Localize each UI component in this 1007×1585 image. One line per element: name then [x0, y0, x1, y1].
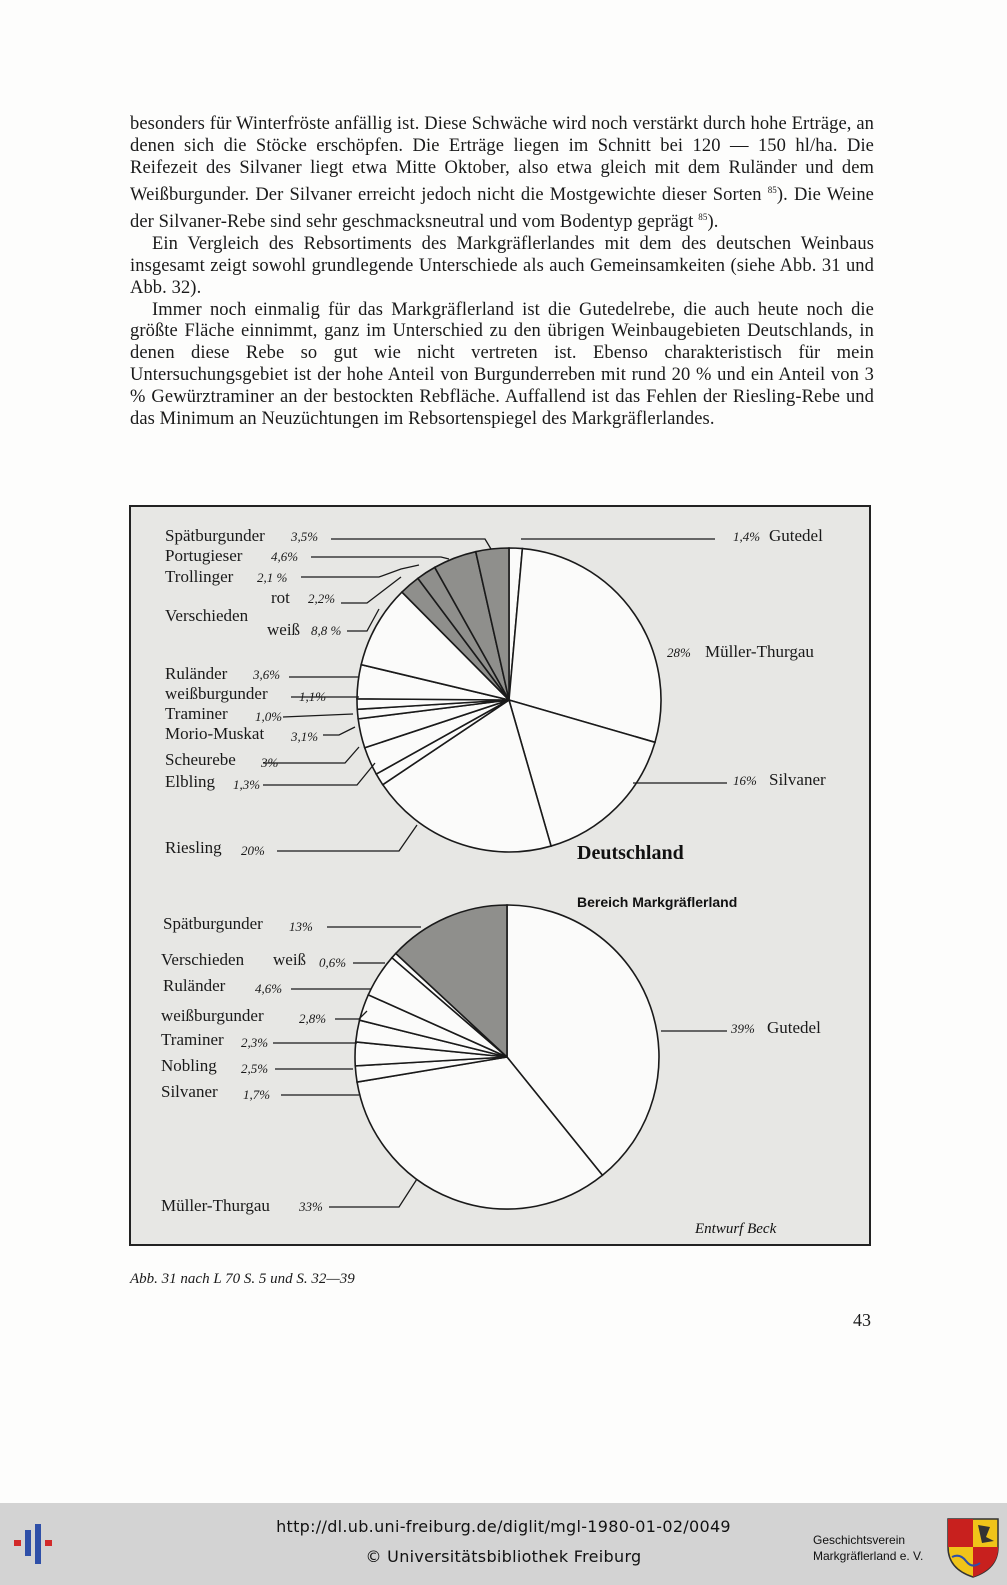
pct-rot: 2,2%: [308, 591, 336, 606]
society-line-1: Geschichtsverein: [813, 1533, 906, 1547]
label-weissburgunder-mgl: weißburgunder: [161, 1006, 264, 1025]
footer-bar: [0, 1503, 1007, 1585]
page-number: 43: [853, 1310, 871, 1330]
leader-line: [263, 763, 375, 785]
pct-weissburgunder-mgl: 2,8%: [299, 1011, 327, 1026]
pie-charts-svg: [131, 507, 869, 1244]
pct-mueller-thurgau: 28%: [667, 645, 691, 660]
leader-line: [329, 1179, 417, 1207]
footer-copyright: © Universitätsbibliothek Freiburg: [365, 1547, 642, 1566]
pct-spaetburgunder-mgl: 13%: [289, 919, 313, 934]
body-text: [130, 114, 874, 431]
pie-chart-markgraeflerland: [355, 905, 659, 1209]
leader-line: [283, 714, 353, 717]
footnote-ref: 85: [767, 184, 777, 195]
label-gutedel-mgl: Gutedel: [767, 1018, 821, 1037]
pct-gutedel: 1,4%: [733, 529, 761, 544]
label-silvaner-mgl: Silvaner: [161, 1082, 218, 1101]
label-nobling-mgl: Nobling: [161, 1056, 217, 1075]
leader-line: [347, 609, 379, 631]
leader-line: [301, 565, 419, 577]
leader-line: [323, 727, 355, 735]
signature: Entwurf Beck: [695, 1221, 777, 1237]
label-traminer: Traminer: [165, 704, 228, 723]
society-line-2: Markgräflerland e. V.: [813, 1549, 924, 1563]
label-trollinger: Trollinger: [165, 567, 234, 586]
pct-scheurebe: 3%: [261, 755, 279, 770]
label-silvaner: Silvaner: [769, 770, 826, 789]
paragraph-1: besonders für Winterfröste anfällig ist. Diese Schwäche wird noch verstärkt durch hohe Erträge, an denen sich die Stöcke erschöpfen. Die Erträge liegen im Schnitt bei 120 — 150 hl/ha. Die Reifezeit des Silvaner liegt etwa Mitte Oktober, also etwa gleich mit dem Ruländer und dem Weißburgunder. Der Silvaner erreicht jedoch nicht die Mostgewichte dieser Sorten $^{85}$). Die Weine der Silvaner-Rebe sind sehr geschmacksneutral und vom Bodentyp geprägt $^{85}$).: [130, 114, 874, 232]
label-scheurebe: Scheurebe: [165, 750, 236, 769]
label-spaetburgunder-mgl: Spätburgunder: [163, 914, 263, 933]
footer-society: [813, 1532, 923, 1564]
figure-caption: Abb. 31 nach L 70 S. 5 und S. 32—39: [130, 1271, 355, 1287]
pct-spaetburgunder: 3,5%: [291, 529, 319, 544]
pct-silvaner: 16%: [733, 773, 757, 788]
label-riesling: Riesling: [165, 838, 222, 857]
coat-of-arms-icon: [946, 1517, 1000, 1579]
label-rulaender: Ruländer: [165, 664, 228, 683]
leader-line: [341, 577, 401, 603]
label-verschieden-mgl: Verschieden: [161, 950, 245, 969]
footer-url-link[interactable]: http://dl.ub.uni-freiburg.de/diglit/mgl-1980-01-02/0049: [276, 1517, 731, 1536]
label-mueller-thurgau: Müller-Thurgau: [705, 642, 814, 661]
pct-riesling: 20%: [241, 843, 265, 858]
pct-weissburgunder: 1,1%: [299, 689, 327, 704]
label-rulaender-mgl: Ruländer: [163, 976, 226, 995]
pct-weiss-mgl: 0,6%: [319, 955, 347, 970]
label-weissburgunder: weißburgunder: [165, 684, 268, 703]
label-rot: rot: [271, 588, 290, 607]
leader-line: [277, 825, 417, 851]
leader-line: [311, 557, 449, 559]
pct-trollinger: 2,1 %: [257, 570, 288, 585]
figure-pie-charts: [129, 505, 871, 1246]
label-verschieden: Verschieden: [165, 606, 249, 625]
pct-morio-muskat: 3,1%: [291, 729, 319, 744]
pct-portugieser: 4,6%: [271, 549, 299, 564]
pct-gutedel-mgl: 39%: [731, 1021, 755, 1036]
label-traminer-mgl: Traminer: [161, 1030, 224, 1049]
pct-traminer: 1,0%: [255, 709, 283, 724]
pct-silvaner-mgl: 1,7%: [243, 1087, 271, 1102]
chart-title-deutschland: Deutschland: [577, 842, 684, 864]
label-morio-muskat: Morio-Muskat: [165, 724, 265, 743]
pct-nobling-mgl: 2,5%: [241, 1061, 269, 1076]
pct-weiss: 8,8 %: [311, 623, 342, 638]
label-spaetburgunder: Spätburgunder: [165, 526, 265, 545]
pct-elbling: 1,3%: [233, 777, 261, 792]
label-elbling: Elbling: [165, 772, 216, 791]
paragraph-2: Ein Vergleich des Rebsortiments des Markgräflerlandes mit dem des deutschen Weinbaus insgesamt zeigt sowohl grundlegende Unterschiede als auch Gemeinsamkeiten (siehe Abb. 31 und Abb. 32).: [130, 233, 874, 298]
pie-chart-deutschland: [357, 548, 661, 852]
leader-line: [331, 539, 491, 549]
label-mueller-thurgau-mgl: Müller-Thurgau: [161, 1196, 270, 1215]
label-weiss: weiß: [267, 620, 301, 639]
label-weiss-mgl: weiß: [273, 950, 307, 969]
label-gutedel: Gutedel: [769, 526, 823, 545]
pct-traminer-mgl: 2,3%: [241, 1035, 269, 1050]
pct-rulaender: 3,6%: [253, 667, 281, 682]
footnote-ref: 85: [698, 211, 708, 222]
paragraph-3: Immer noch einmalig für das Markgräflerland ist die Gutedelrebe, die auch heute noch die größte Fläche einnimmt, ganz im Unterschied zu den übrigen Weinbaugebieten Deutschlands, in denen diese Rebe so gut wie nicht vertreten ist. Ebenso charakteristisch für mein Untersuchungsgebiet ist der hohe Anteil von Burgunderreben mit rund 20 % und ein Anteil von 3 % Gewürztraminer an der bestockten Rebfläche. Auffallend ist das Fehlen der Riesling-Rebe und das Minimum an Neuzüchtungen im Rebsortenspiegel des Markgräflerlandes.: [130, 299, 874, 430]
pct-mueller-thurgau-mgl: 33%: [299, 1199, 323, 1214]
pct-rulaender-mgl: 4,6%: [255, 981, 283, 996]
chart-title-markgraeflerland: Bereich Markgräflerland: [577, 894, 738, 910]
label-portugieser: Portugieser: [165, 546, 243, 565]
